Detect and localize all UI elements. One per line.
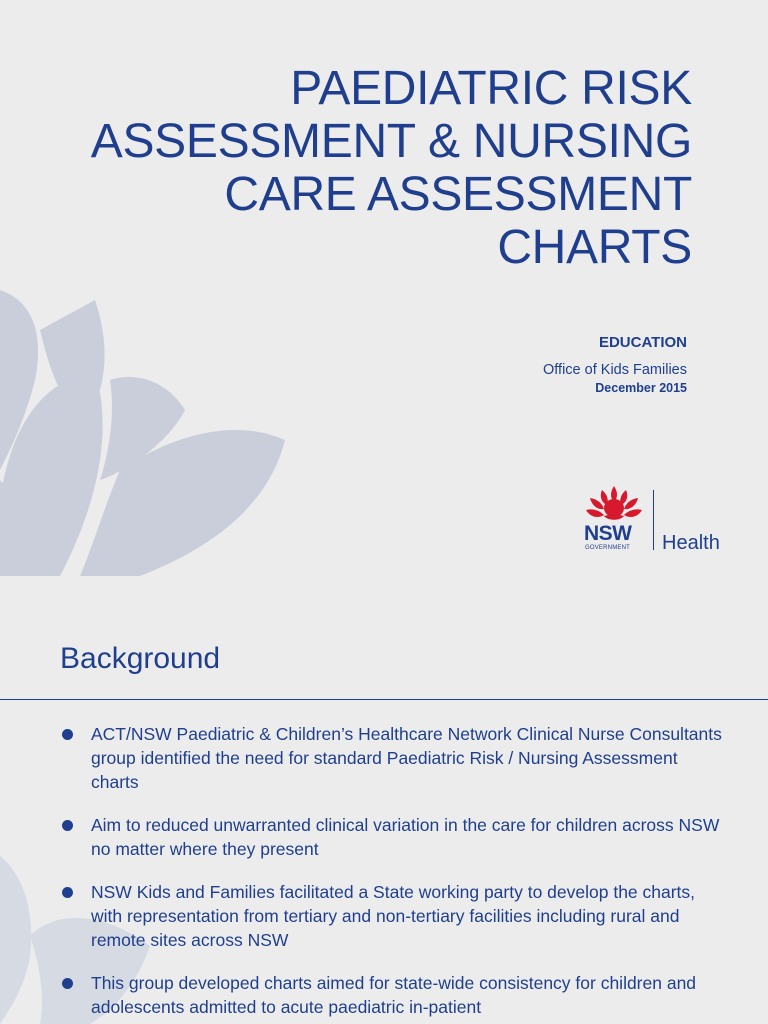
nsw-health-logo [582, 484, 742, 556]
category-label: EDUCATION [598, 334, 687, 351]
background-slide [0, 576, 768, 1024]
bullet-icon [62, 978, 73, 989]
bullet-list [60, 722, 730, 1024]
list-item [60, 880, 730, 952]
bullet-icon [62, 729, 73, 740]
bullet-text: Aim to reduced unwarranted clinical variation in the care for children across NSW no matter where they present [91, 815, 720, 859]
title-line: PAEDIATRIC RISK [290, 62, 692, 115]
title-line: ASSESSMENT & NURSING [90, 115, 692, 168]
bullet-text: ACT/NSW Paediatric & Children’s Healthcare Network Clinical Nurse Consultants group identified the need for standard Paediatric Risk / Nursing Assessment charts [91, 724, 722, 792]
waratah-flower-icon [582, 484, 646, 522]
bullet-icon [62, 887, 73, 898]
bullet-text: NSW Kids and Families facilitated a State working party to develop the charts, with representation from tertiary and non-tertiary facilities including rural and remote sites across NSW [91, 882, 696, 950]
list-item [60, 722, 730, 794]
bullet-icon [62, 820, 73, 831]
title-line: CARE ASSESSMENT [224, 168, 692, 221]
nsw-wordmark: NSW [584, 522, 632, 545]
logo-divider [653, 490, 654, 550]
presentation-title [12, 62, 692, 274]
office-name: Office of Kids Families [543, 362, 687, 378]
list-item [60, 971, 730, 1019]
bullet-text: This group developed charts aimed for state-wide consistency for children and adolescents admitted to acute paediatric in-patient [91, 973, 697, 1017]
presentation-date: December 2015 [595, 381, 687, 395]
list-item [60, 813, 730, 861]
health-wordmark: Health [662, 532, 720, 554]
government-wordmark: GOVERNMENT [585, 545, 631, 551]
title-line: CHARTS [497, 221, 692, 274]
slide-heading: Background [60, 642, 221, 675]
heading-divider [0, 699, 768, 700]
